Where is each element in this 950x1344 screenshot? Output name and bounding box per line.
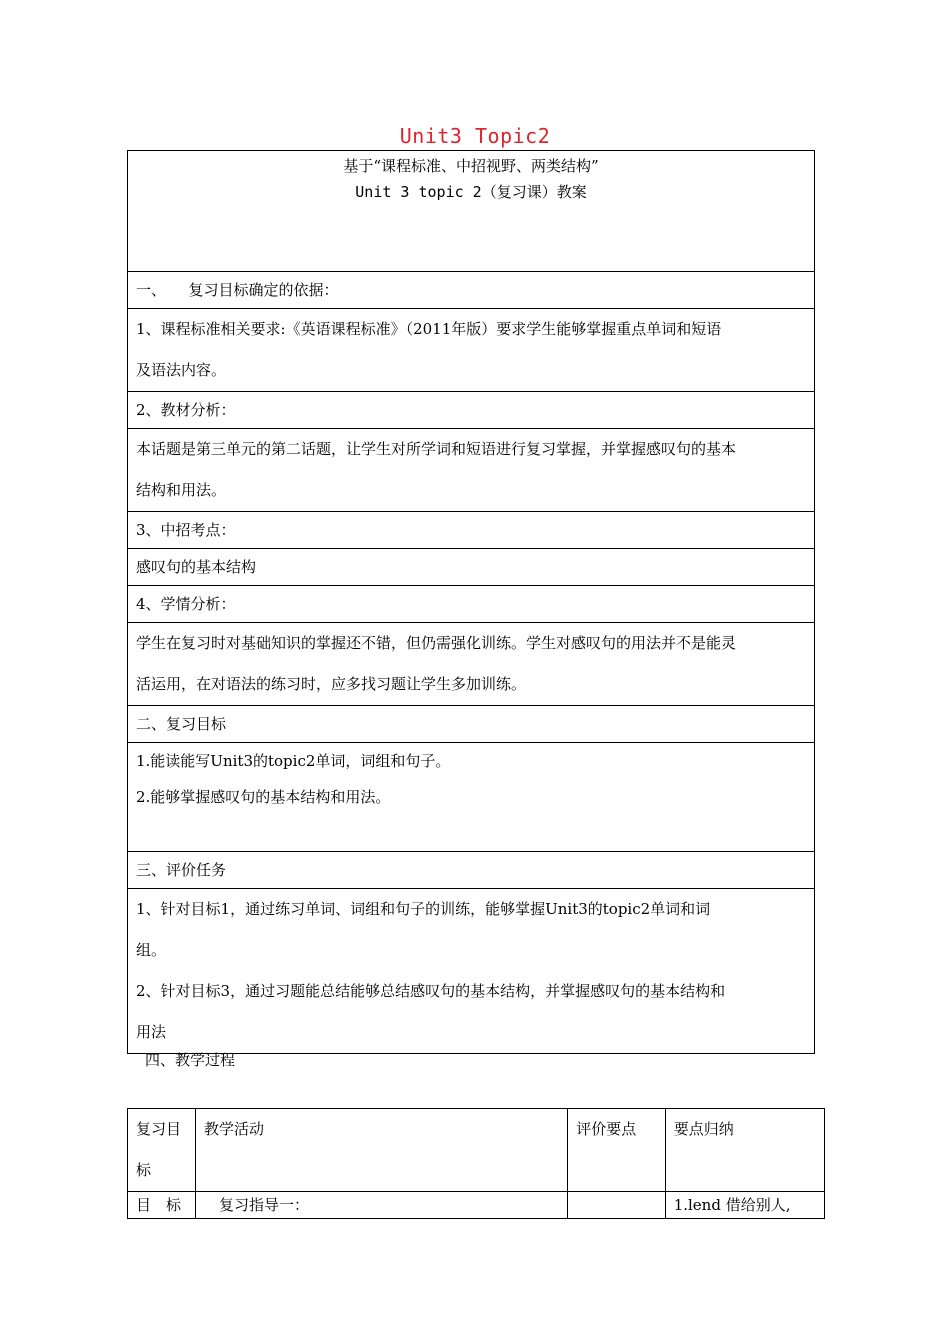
row1-goal: 目 标	[128, 1192, 196, 1219]
header-review-goal-line2: 标	[136, 1161, 152, 1179]
row1-activity: 复习指导一：	[195, 1192, 567, 1219]
review-goals-cell	[128, 743, 815, 852]
row1-evaluation	[568, 1192, 665, 1219]
evaluation-task-2b: 用法	[136, 1023, 167, 1041]
header-key-summary: 要点归纳	[665, 1109, 824, 1192]
section4-heading: 四、教学过程	[145, 1051, 236, 1069]
header-review-goal	[128, 1109, 196, 1192]
evaluation-task-2a: 2、针对目标3，通过习题能总结能够总结感叹句的基本结构，并掌握感叹句的基本结构和	[136, 982, 726, 1000]
exam-points-label: 3、中招考点：	[128, 512, 815, 549]
curriculum-requirement-line2: 及语法内容。	[136, 361, 227, 379]
textbook-analysis-line2: 结构和用法。	[136, 481, 227, 499]
row1-summary: 1.lend 借给别人,	[665, 1192, 824, 1219]
curriculum-requirement-cell	[128, 309, 815, 392]
evaluation-tasks-cell	[128, 889, 815, 1054]
textbook-analysis-label: 2、教材分析：	[128, 392, 815, 429]
lesson-header-line1: 基于“课程标准、中招视野、两类结构”	[343, 157, 599, 175]
lesson-header-line2: Unit 3 topic 2（复习课）教案	[355, 183, 587, 201]
section3-heading: 三、评价任务	[128, 852, 815, 889]
review-goal-2: 2.能够掌握感叹句的基本结构和用法。	[136, 788, 391, 806]
textbook-analysis-line1: 本话题是第三单元的第二话题，让学生对所学词和短语进行复习掌握，并掌握感叹句的基本	[136, 440, 737, 458]
teaching-process-table	[127, 1108, 825, 1219]
curriculum-requirement-line1: 1、课程标准相关要求:《英语课程标准》（2011年版）要求学生能够掌握重点单词和短语	[136, 320, 722, 338]
student-analysis-label: 4、学情分析：	[128, 586, 815, 623]
student-analysis-cell	[128, 623, 815, 706]
lesson-header-cell	[128, 151, 815, 272]
student-analysis-line2: 活运用，在对语法的练习时，应多找习题让学生多加训练。	[136, 675, 527, 693]
evaluation-task-1a: 1、针对目标1，通过练习单词、词组和句子的训练，能够掌握Unit3的topic2单词和词	[136, 900, 711, 918]
header-review-goal-line1: 复习目	[136, 1120, 182, 1138]
exam-points-text: 感叹句的基本结构	[128, 549, 815, 586]
lesson-plan-table	[127, 150, 815, 1054]
section2-heading: 二、复习目标	[128, 706, 815, 743]
textbook-analysis-cell	[128, 429, 815, 512]
student-analysis-line1: 学生在复习时对基础知识的掌握还不错，但仍需强化训练。学生对感叹句的用法并不是能灵	[136, 634, 737, 652]
document-title: Unit3 Topic2	[399, 124, 551, 148]
review-goal-1: 1.能读能写Unit3的topic2单词，词组和句子。	[136, 752, 451, 770]
evaluation-task-1b: 组。	[136, 941, 167, 959]
header-evaluation-points: 评价要点	[568, 1109, 665, 1192]
header-teaching-activity: 教学活动	[195, 1109, 567, 1192]
section1-heading: 一、 复习目标确定的依据：	[128, 272, 815, 309]
